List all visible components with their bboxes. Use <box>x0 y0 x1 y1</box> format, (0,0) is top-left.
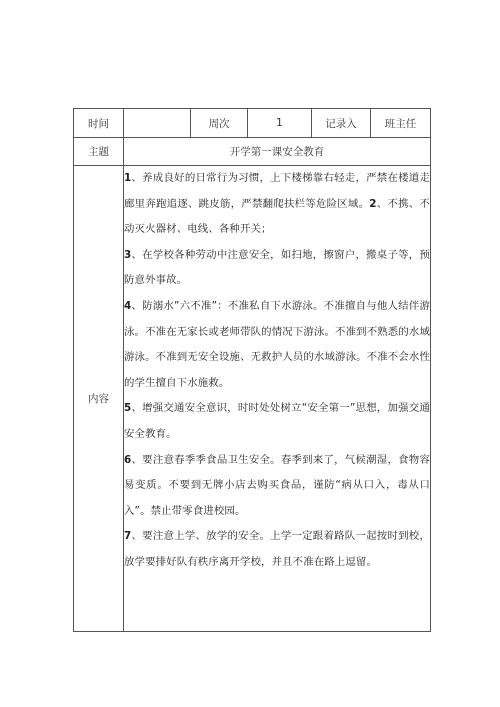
table-border-bottom <box>73 631 431 632</box>
content-item: 6、要注意春季季食品卫生安全。春季到来了，气候潮湿，食物容易变质。不要到无牌小店去购买食品，谨防“病从口入，毒从口入”。禁止带零食进校园。 <box>124 453 430 517</box>
content-item: 5、增强交通安全意识，时时处处树立“安全第一”思想，加强交通安全教育。 <box>124 402 430 440</box>
week-label: 周次 <box>208 117 230 130</box>
content-item: 7、要注意上学、放学的安全。上学一定跟着路队一起按时到校，放学要排好队有秩序离开学校，并且不准在路上逗留。 <box>124 530 430 568</box>
table-border-right <box>430 108 431 632</box>
content-item: 3、在学校各种劳动中注意安全，如扫地，擦窗户，搬桌子等，预防意外事故。 <box>124 248 430 287</box>
topic-label: 主题 <box>88 146 109 158</box>
time-value <box>124 109 190 137</box>
recorder-value: 班主任 <box>384 117 417 130</box>
recorder-label: 记录入 <box>325 117 357 130</box>
safety-record-table <box>73 108 431 632</box>
time-label: 时间 <box>88 117 109 130</box>
week-value: 1 <box>276 117 283 129</box>
content-item: 4、防溺水”六不准”：不准私自下水游泳。不准擅自与他人结伴游泳。不准在无家长或老师带队的情况下游泳。不准到不熟悉的水域游泳。不准到无安全设施、无救护人员的水域游泳。不准不会水性的学生擅自下水施救。 <box>124 299 430 389</box>
topic-value: 开学第一课安全教育 <box>229 146 325 158</box>
content-body <box>124 166 430 576</box>
content-label: 内容 <box>88 393 109 405</box>
content-item: 1、养成良好的日常行为习惯，上下楼梯靠右轻走，严禁在楼道走廊里奔跑追逐、跳皮筋，严禁翻爬扶栏等危险区域。2、不携、不动灭火器材、电线、各种开关； <box>124 172 430 236</box>
